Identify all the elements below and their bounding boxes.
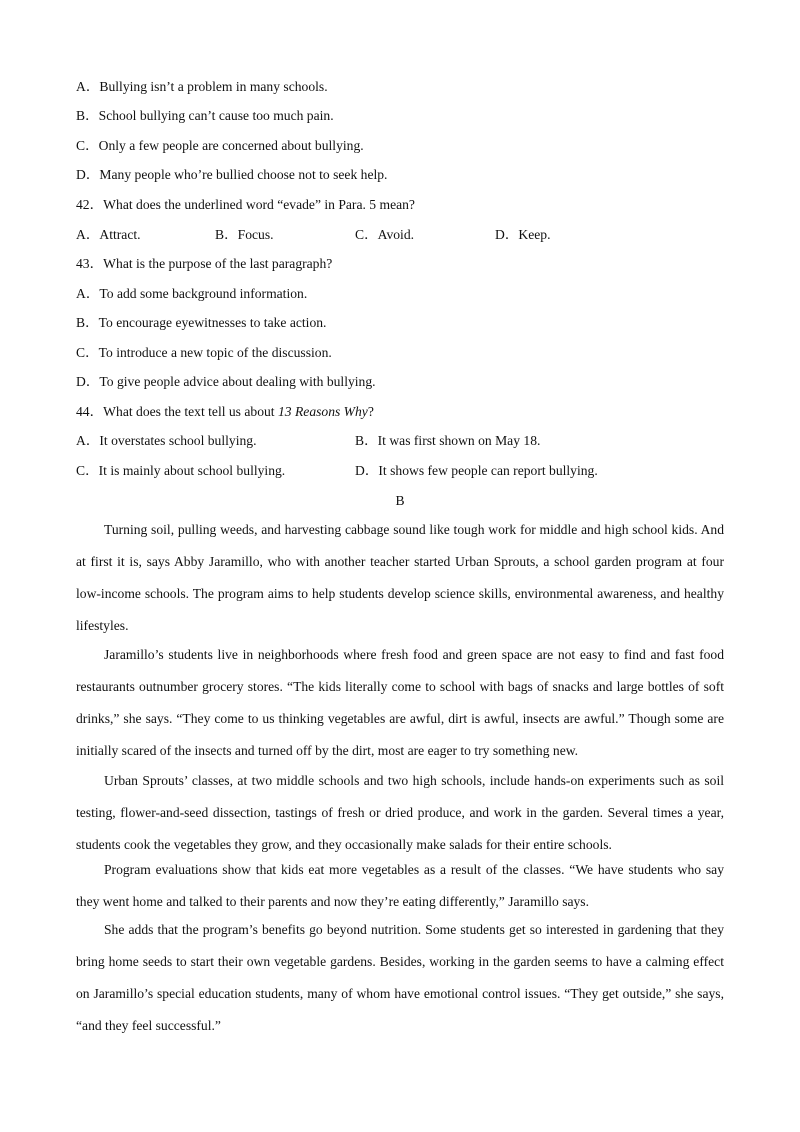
section-b-heading: B (395, 493, 405, 508)
q44-stem-end: ? (367, 404, 374, 419)
q42-option-d: D．Keep. (495, 227, 551, 242)
q44-option-d: D．It shows few people can report bullying. (355, 463, 598, 478)
passage-paragraph-3: Urban Sprouts’ classes, at two middle schools and two high schools, include hands-on experiments such as soil testing, flower-and-seed dissection, tastings of fresh or dried produce, and work in the garden. Several times a year, students cook the vegetables they grow, and they occasionally make salads for their entire schools. (76, 773, 724, 852)
q44-stem-title: 13 Reasons Why (277, 404, 368, 419)
q43-option-b: B．To encourage eyewitnesses to take action. (76, 315, 327, 330)
q44-option-c: C．It is mainly about school bullying. (76, 463, 286, 478)
passage-paragraph-5: She adds that the program’s benefits go beyond nutrition. Some students get so interested in gardening that they bring home seeds to start their own vegetable gardens. Besides, working in the garden seems to have a calming effect on Jaramillo’s special education students, many of whom have emotional control issues. “They get outside,” she says, “and they feel successful.” (76, 922, 724, 1033)
q42-option-c: C．Avoid. (355, 227, 415, 242)
q44-option-b: B．It was first shown on May 18. (355, 433, 541, 448)
q44-option-a: A．It overstates school bullying. (76, 433, 257, 448)
q41-option-d: D．Many people who’re bullied choose not to seek help. (76, 167, 388, 182)
q43-stem: 43．What is the purpose of the last paragraph? (76, 256, 333, 271)
q41-option-b: B．School bullying can’t cause too much pain. (76, 108, 334, 123)
q42-option-b: B．Focus. (215, 227, 274, 242)
passage-paragraph-1: Turning soil, pulling weeds, and harvesting cabbage sound like tough work for middle and high school kids. And at first it is, says Abby Jaramillo, who with another teacher started Urban Sprouts, a school garden program at four low-income schools. The program aims to help students develop science skills, environmental awareness, and healthy lifestyles. (76, 522, 724, 633)
passage-paragraph-2: Jaramillo’s students live in neighborhoods where fresh food and green space are not easy to find and fast food restaurants outnumber grocery stores. “The kids literally come to school with bags of snacks and large bottles of soft drinks,” she says. “They come to us thinking vegetables are awful, dirt is awful, insects are awful.” Though some are initially scared of the insects and turned off by the dirt, most are eager to try something new. (76, 647, 724, 758)
q44-stem (76, 404, 374, 420)
q43-option-a: A．To add some background information. (76, 286, 308, 301)
q43-option-c: C．To introduce a new topic of the discussion. (76, 345, 332, 360)
q42-option-a: A．Attract. (76, 227, 141, 242)
passage-paragraph-4: Program evaluations show that kids eat more vegetables as a result of the classes. “We have students who say they went home and talked to their parents and now they’re eating differently,” Jaramillo says. (76, 862, 724, 909)
q41-option-a: A．Bullying isn’t a problem in many schools. (76, 79, 328, 94)
q41-option-c: C．Only a few people are concerned about bullying. (76, 138, 364, 153)
q44-stem-text: 44．What does the text tell us about (76, 404, 278, 419)
q42-stem: 42．What does the underlined word “evade” in Para. 5 mean? (76, 197, 415, 212)
q43-option-d: D．To give people advice about dealing with bullying. (76, 374, 376, 389)
